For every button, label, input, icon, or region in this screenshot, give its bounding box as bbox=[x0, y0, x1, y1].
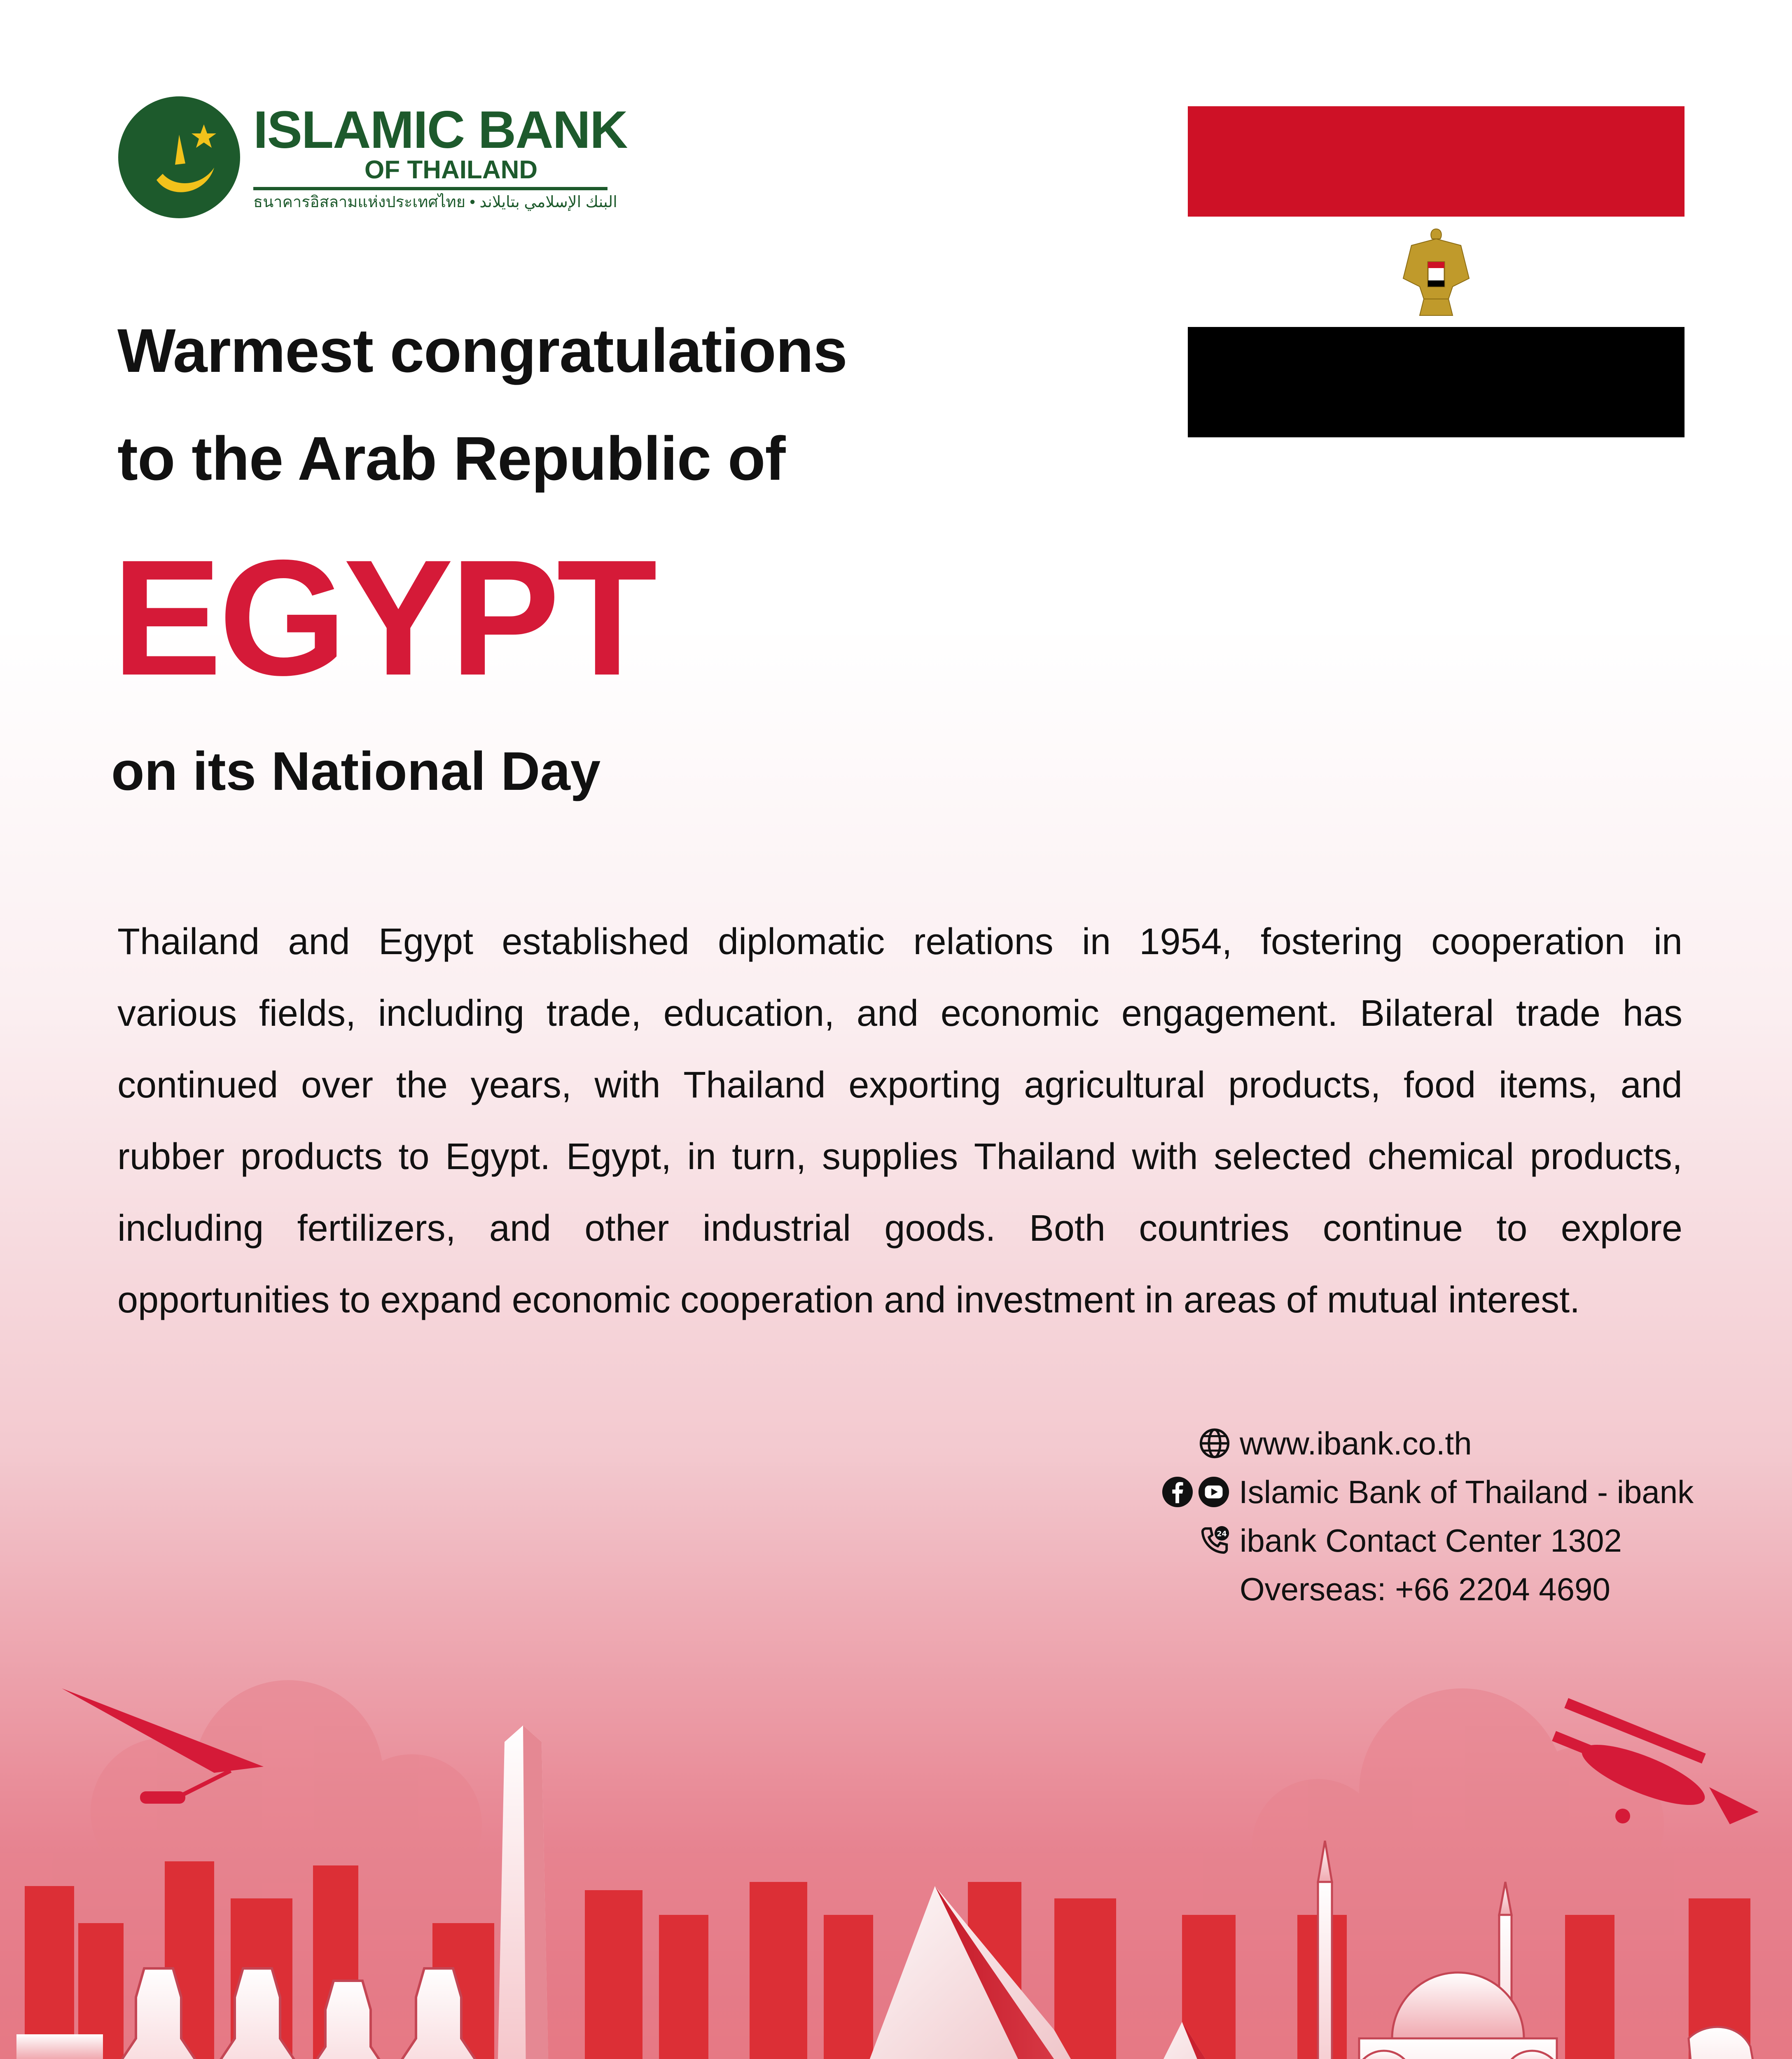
bank-name: ISLAMIC BANK bbox=[253, 100, 627, 159]
eagle-of-saladin-icon bbox=[1395, 217, 1477, 327]
social-handle[interactable]: Islamic Bank of Thailand - ibank bbox=[1239, 1473, 1694, 1510]
bank-logo bbox=[117, 96, 627, 219]
overseas-phone[interactable]: Overseas: +66 2204 4690 bbox=[1240, 1571, 1610, 1607]
crescent-star-logo-icon bbox=[117, 96, 241, 219]
national-day-line: on its National Day bbox=[111, 741, 601, 801]
body-line: various fields, including trade, education, and economic engagement. Bilateral trade has bbox=[117, 993, 1682, 1034]
phone-24-icon bbox=[1199, 1524, 1231, 1557]
bank-name-sub: OF THAILAND bbox=[364, 156, 538, 184]
obelisk-icon bbox=[494, 1725, 552, 2059]
social-row[interactable] bbox=[1161, 1469, 1694, 1515]
globe-icon bbox=[1199, 1427, 1231, 1459]
flag-black-stripe bbox=[1188, 327, 1685, 437]
headline bbox=[117, 296, 1147, 512]
body-line: continued over the years, with Thailand exporting agricultural products, food items, and bbox=[117, 1065, 1682, 1106]
youtube-icon bbox=[1198, 1476, 1230, 1508]
logo-divider bbox=[253, 187, 607, 190]
headline-line-2: to the Arab Republic of bbox=[117, 424, 785, 493]
contact-center-row[interactable] bbox=[1199, 1518, 1622, 1563]
overseas-row[interactable] bbox=[1240, 1566, 1610, 1612]
flag-red-stripe bbox=[1188, 106, 1685, 217]
facebook-icon bbox=[1161, 1476, 1194, 1508]
headline-line-1: Warmest congratulations bbox=[117, 316, 847, 385]
egypt-landmarks-illustration bbox=[0, 1668, 1792, 2059]
country-name: EGYPT bbox=[112, 525, 654, 710]
body-line: Thailand and Egypt established diplomatic relations in 1954, fostering cooperation in bbox=[117, 921, 1682, 962]
body-paragraph bbox=[117, 906, 1682, 1336]
temple-ruins-icon bbox=[16, 2034, 103, 2059]
body-line: rubber products to Egypt. Egypt, in turn, supplies Thailand with selected chemical products, bbox=[117, 1136, 1682, 1177]
bank-local-names: ธนาคารอิสลามแห่งประเทศไทย • البنك الإسلامي بتايلاند bbox=[253, 194, 617, 211]
body-line: opportunities to expand economic cooperation and investment in areas of mutual interest. bbox=[117, 1279, 1580, 1321]
website-link[interactable]: www.ibank.co.th bbox=[1240, 1425, 1472, 1461]
svg-text:24: 24 bbox=[1217, 1530, 1227, 1538]
body-line: including fertilizers, and other industrial goods. Both countries continue to explore bbox=[117, 1208, 1682, 1249]
egypt-flag bbox=[1188, 106, 1685, 437]
website-row[interactable] bbox=[1199, 1421, 1472, 1466]
contact-center-text[interactable]: ibank Contact Center 1302 bbox=[1240, 1522, 1622, 1559]
